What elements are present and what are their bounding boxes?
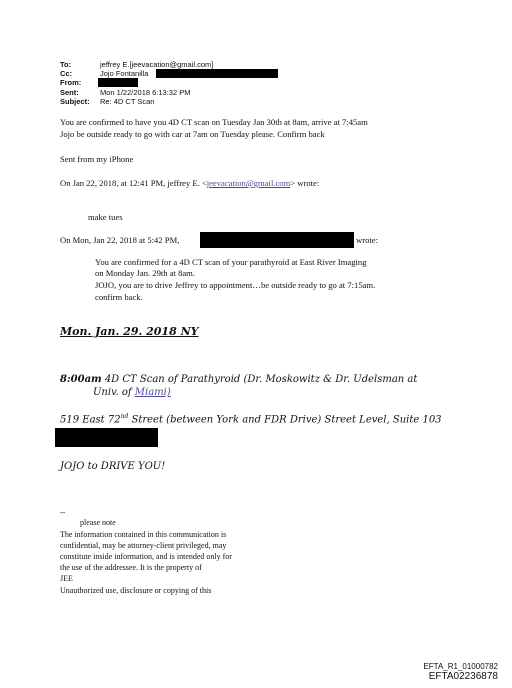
subject-value: Re: 4D CT Scan xyxy=(100,97,155,106)
disclaimer-line-6: Unauthorized use, disclosure or copying of this xyxy=(60,586,212,595)
quoted-line-4: confirm back. xyxy=(95,292,143,302)
calendar-date: Mon. Jan. 29. 2018 NY xyxy=(60,325,199,338)
quote-email-link[interactable]: jeevacation@gmail.com xyxy=(206,178,291,188)
address-suffix: Street (between York and FDR Drive) Street Level, Suite 103 xyxy=(128,414,442,426)
calendar-address xyxy=(60,410,442,426)
calendar-time: 8:00am xyxy=(60,374,102,385)
address-superscript: nd xyxy=(120,413,129,420)
subject-label: Subject: xyxy=(60,97,90,106)
message-line-2: Jojo be outside ready to go with car at 7am on Tuesday please. Confirm back xyxy=(60,129,325,139)
disclaimer-dashes: -- xyxy=(60,508,66,517)
disclaimer-line-1: The information contained in this communication is xyxy=(60,530,227,539)
quote-header-2-suffix: wrote: xyxy=(356,235,378,245)
quote-header-1-prefix: On Jan 22, 2018, at 12:41 PM, jeffrey E. < xyxy=(60,178,207,188)
from-label: From: xyxy=(60,78,82,87)
cc-value: Jojo Fontanilla xyxy=(100,69,149,78)
disclaimer-line-4: the use of the addressee. It is the property of xyxy=(60,563,202,572)
cc-redaction xyxy=(156,69,278,78)
address-prefix: 519 East 72 xyxy=(60,414,121,426)
quote-header-2-prefix: On Mon, Jan 22, 2018 at 5:42 PM, xyxy=(60,235,180,245)
quoted-line-2: on Monday Jan. 29th at 8am. xyxy=(95,268,196,278)
disclaimer-line-5: JEE xyxy=(60,574,73,583)
disclaimer-line-2: confidential, may be attorney-client privileged, may xyxy=(60,541,227,550)
drive-note: JOJO to DRIVE YOU! xyxy=(60,461,166,472)
to-label: To: xyxy=(60,60,72,69)
sent-label: Sent: xyxy=(60,88,79,97)
quoted-line-3: JOJO, you are to drive Jeffrey to appointment…be outside ready to go at 7:15am. xyxy=(95,280,376,290)
message-line-1: You are confirmed to have you 4D CT scan on Tuesday Jan 30th at 8am, arrive at 7:45am xyxy=(60,117,368,127)
calendar-event-line-2-prefix: Univ. of xyxy=(93,387,135,398)
reply-text: make tues xyxy=(88,212,123,222)
bates-number-large: EFTA02236878 xyxy=(428,671,498,682)
quoted-line-1: You are confirmed for a 4D CT scan of your parathyroid at East River Imaging xyxy=(95,257,367,267)
quote-header-1-suffix: > wrote: xyxy=(290,178,320,188)
miami-link[interactable]: Miami) xyxy=(134,387,171,398)
bates-number-small: EFTA_R1_01000782 xyxy=(423,662,498,671)
quote-header-1 xyxy=(60,178,319,189)
calendar-event-text: 4D CT Scan of Parathyroid (Dr. Moskowitz & Dr. Udelsman at xyxy=(101,374,418,385)
sent-value: Mon 1/22/2018 6:13:32 PM xyxy=(100,88,191,97)
from-redaction xyxy=(98,78,138,87)
cc-label: Cc: xyxy=(60,69,73,78)
disclaimer-note: please note xyxy=(80,518,116,527)
signature: Sent from my iPhone xyxy=(60,154,134,164)
calendar-redaction xyxy=(55,428,158,447)
calendar-event-line-2 xyxy=(93,386,171,399)
to-value: jeffrey E.[jeevacation@gmail.com] xyxy=(100,60,214,69)
disclaimer-line-3: constitute inside information, and is intended only for xyxy=(60,552,232,561)
calendar-event-line-1 xyxy=(60,373,417,386)
sender-redaction xyxy=(200,232,354,248)
